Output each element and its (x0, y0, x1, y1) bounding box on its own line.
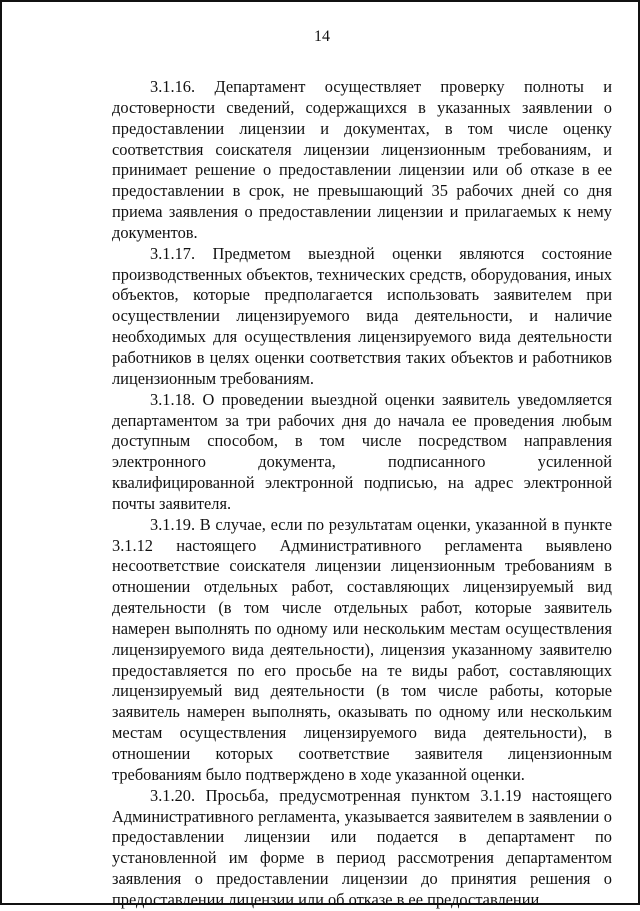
document-body (112, 77, 612, 911)
paragraph-3-1-20: 3.1.20. Просьба, предусмотренная пунктом 3.1.19 настоящего Административного регламента, указывается заявителем в заявлении о предоставлении лицензии или подается в департамент по установленной им форме в период рассмотрения департаментом заявления о предоставлении лицензии до принятия решения о предоставлении лицензии или об отказе в ее предоставлении. (112, 785, 612, 909)
paragraph-3-1-19: 3.1.19. В случае, если по результатам оценки, указанной в пункте 3.1.12 настоящего Административного регламента выявлено несоответствие соискателя лицензии лицензионным требованиям в отношении отдельных работ, составляющих лицензируемый вид деятельности (в том числе отдельных работ, которые заявитель намерен выполнять по одному или нескольким местам осуществления лицензируемого вида деятельности), лицензия указанному заявителю предоставляется по его просьбе на те виды работ, составляющих лицензируемый вид деятельности (в том числе работы, которые заявитель намерен выполнять, оказывать по одному или нескольким местам осуществления лицензируемого вида деятельности), в отношении которых соответствие заявителя лицензионным требованиям было подтверждено в ходе указанной оценки. (112, 514, 612, 784)
paragraph-3-1-17: 3.1.17. Предметом выездной оценки являются состояние производственных объектов, технических средств, оборудования, иных объектов, которые предполагается использовать заявителем при осуществлении лицензируемого вида деятельности, и наличие необходимых для осуществления лицензируемого вида деятельности работников в целях оценки соответствия таких объектов и работников лицензионным требованиям. (112, 243, 612, 388)
page-number: 14 (314, 28, 330, 45)
paragraph-3-1-16: 3.1.16. Департамент осуществляет проверку полноты и достоверности сведений, содержащихся в указанных заявлении о предоставлении лицензии и документах, в том числе оценку соответствия соискателя лицензии лицензионным требованиям, и принимает решение о предоставлении лицензии или об отказе в ее предоставлении в срок, не превышающий 35 рабочих дней со дня приема заявления о предоставлении лицензии и прилагаемых к нему документов. (112, 77, 612, 242)
paragraph-3-1-18: 3.1.18. О проведении выездной оценки заявитель уведомляется департаментом за три рабочих дня до начала ее проведения любым доступным способом, в том числе посредством направления электронного документа, подписанного усиленной квалифицированной электронной подписью, на адрес электронной почты заявителя. (112, 389, 612, 513)
